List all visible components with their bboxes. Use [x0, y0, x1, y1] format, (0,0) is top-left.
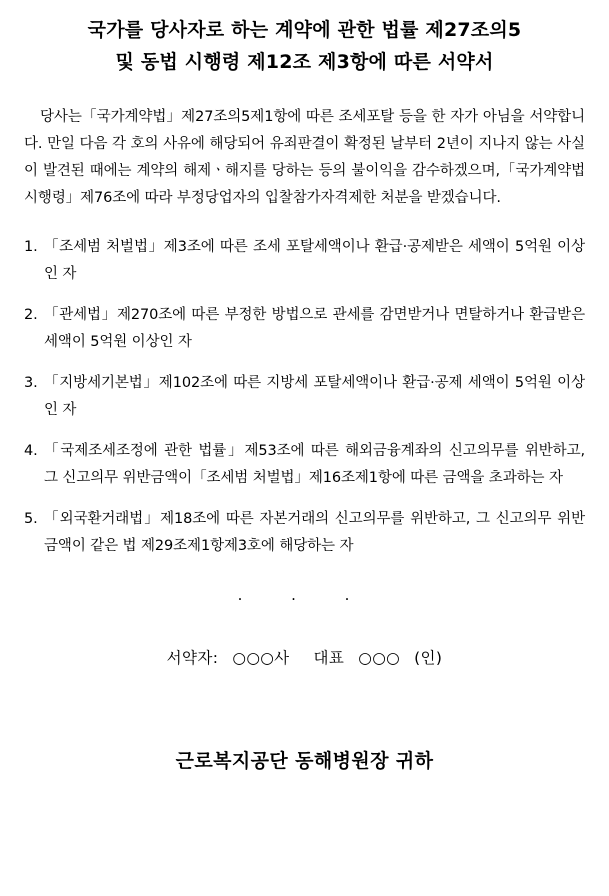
page-title-line-2: 및 동법 시행령 제12조 제3항에 따른 서약서 [115, 51, 494, 73]
representative-label: 대표 [313, 649, 345, 667]
clause-item [24, 302, 585, 356]
recipient-line: 근로복지공단 동해병원장 귀하 [175, 750, 434, 772]
clause-number: 2. [24, 307, 38, 323]
clause-item [24, 506, 585, 560]
clause-text: 「조세범 처벌법」제3조에 따른 조세 포탈세액이나 환급·공제받은 세액이 5억원 이상인 자 [44, 239, 585, 282]
clause-number: 4. [24, 443, 38, 459]
page-title-line-1: 국가를 당사자로 하는 계약에 관한 법률 제27조의5 [87, 19, 522, 41]
clause-number: 5. [24, 511, 38, 527]
clause-text: 「외국환거래법」제18조에 따른 자본거래의 신고의무를 위반하고, 그 신고의무 위반금액이 같은 법 제29조제1항제3호에 해당하는 자 [44, 511, 585, 554]
intro-paragraph: 당사는「국가계약법」제27조의5제1항에 따른 조세포탈 등을 한 자가 아님을 서약합니다. 만일 다음 각 호의 사유에 해당되어 유죄판결이 확정된 날부터 2년이 지나지 않는 사실이 발견된 때에는 계약의 해제ㆍ해지를 당하는 등의 불이익을 감수하겠으며,「국가계약법 시행령」제76조에 따라 부정당업자의 입찰참가자격제한 처분을 받겠습니다. [24, 109, 585, 206]
clause-number: 3. [24, 375, 38, 391]
page-title [24, 14, 585, 78]
representative-name: ○○○ [358, 649, 401, 667]
signer-label: 서약자: [166, 649, 219, 667]
separator-dots: . . . [237, 586, 372, 604]
clause-item [24, 234, 585, 288]
clause-text: 「관세법」제270조에 따른 부정한 방법으로 관세를 감면받거나 면탈하거나 환급받은 세액이 5억원 이상인 자 [44, 307, 585, 350]
clause-text: 「지방세기본법」제102조에 따른 지방세 포탈세액이나 환급·공제 세액이 5억원 이상인 자 [44, 375, 585, 418]
clause-text: 「국제조세조정에 관한 법률」제53조에 따른 해외금융계좌의 신고의무를 위반하고, 그 신고의무 위반금액이「조세범 처벌법」제16조제1항에 따른 금액을 초과하는 자 [44, 443, 585, 486]
document-page [0, 14, 609, 896]
clause-item [24, 370, 585, 424]
clause-list [24, 234, 585, 560]
seal-mark: (인) [414, 649, 443, 667]
signer-company: ○○○사 [232, 649, 290, 667]
clause-item [24, 438, 585, 492]
clause-number: 1. [24, 239, 38, 255]
signature-line [24, 646, 585, 668]
